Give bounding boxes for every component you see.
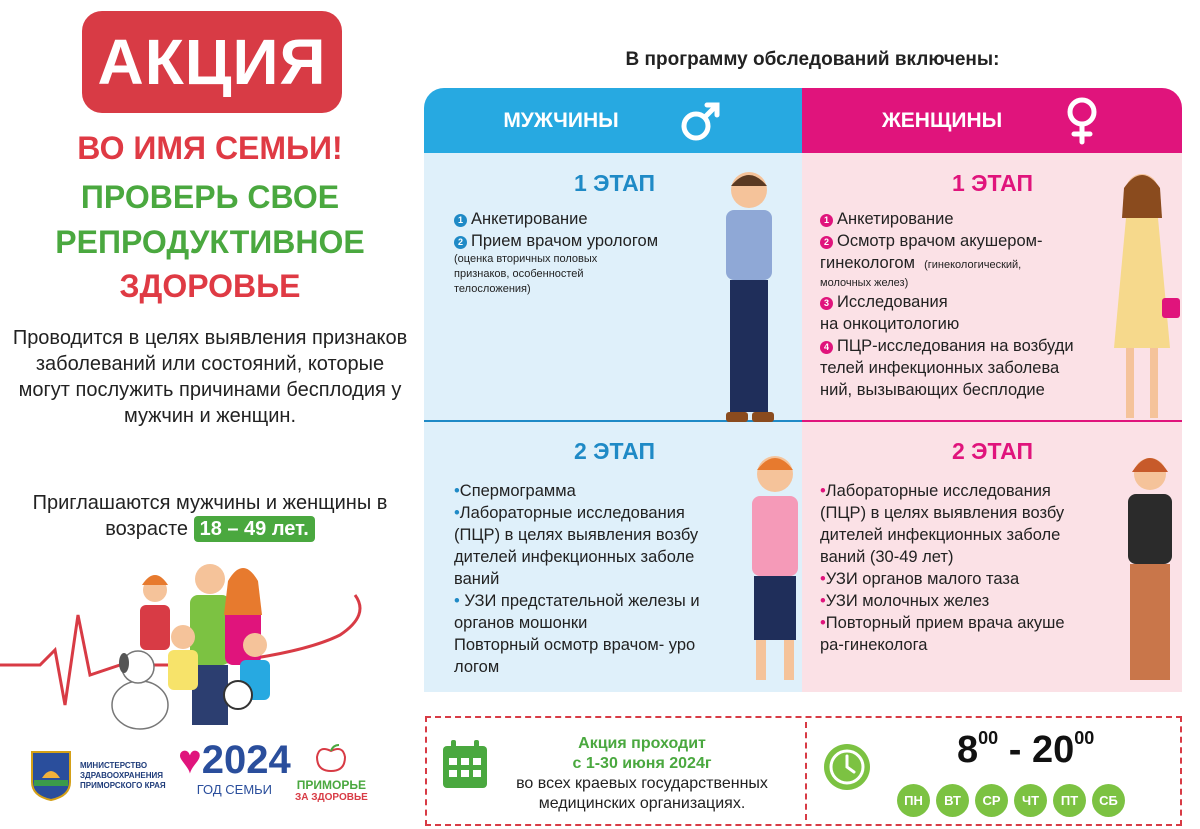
campaign-locations: во всех краевых государственных медицинских организациях. xyxy=(516,775,768,812)
women-label: ЖЕНЩИНЫ xyxy=(881,108,1003,132)
women-stage2-list xyxy=(820,480,1110,656)
program-title: В программу обследований включены: xyxy=(625,49,1000,70)
list-item: •Повторный прием врача акуше xyxy=(820,614,1065,632)
men-label: МУЖЧИНЫ xyxy=(503,108,619,132)
hours-end: 20 xyxy=(1031,729,1075,771)
day-badge: ЧТ xyxy=(1014,784,1047,817)
list-item: 1 Анкетирование xyxy=(454,208,714,230)
male-symbol-icon xyxy=(679,99,723,143)
primorye-health-logo xyxy=(295,743,368,803)
ministry-line: ПРИМОРСКОГО КРАЯ xyxy=(80,781,166,790)
list-item: 1 Анкетирование xyxy=(820,208,1110,230)
list-item-cont: (ПЦР) в целях выявления возбу xyxy=(820,504,1065,522)
campaign-dates xyxy=(497,734,787,814)
list-item: •Лабораторные исследования xyxy=(454,504,685,522)
promo-badge: АКЦИЯ xyxy=(82,11,342,113)
men-header xyxy=(424,88,802,153)
girl-illustration xyxy=(1118,450,1182,690)
item-note: телосложения) xyxy=(454,283,531,295)
list-item: •УЗИ молочных желез xyxy=(820,592,990,610)
item-text: гинекологом xyxy=(820,254,915,272)
list-item-cont: на онкоцитологию xyxy=(820,315,960,333)
woman-illustration xyxy=(1104,168,1182,428)
item-text: Лабораторные исследования xyxy=(459,504,685,522)
calendar-icon xyxy=(441,740,489,790)
list-item-cont xyxy=(820,252,1110,276)
info-separator xyxy=(805,722,807,820)
list-item: •Лабораторные исследования xyxy=(820,482,1051,500)
list-item-cont: органов мошонки xyxy=(454,614,588,632)
primorye-line2: ЗА ЗДОРОВЬЕ xyxy=(295,792,368,803)
family-illustration xyxy=(0,555,420,745)
list-item-cont: ра-гинеколога xyxy=(820,636,928,654)
list-item-cont: ваний xyxy=(454,570,500,588)
men-stage2-list xyxy=(454,480,734,678)
item-note: молочных желез) xyxy=(820,277,909,289)
boy-illustration xyxy=(740,450,810,690)
list-item-cont: ний, вызывающих бесплодие xyxy=(820,381,1045,399)
partner-logos xyxy=(30,738,410,818)
hours-start-min: 00 xyxy=(978,728,999,748)
women-stage2-title: 2 ЭТАП xyxy=(952,438,1033,464)
list-item: 2 Осмотр врачом акушером- xyxy=(820,230,1110,252)
headline-check xyxy=(0,175,420,265)
day-badge: СБ xyxy=(1092,784,1125,817)
list-item: 3 Исследования xyxy=(820,291,1110,313)
description-text: Проводится в целях выявления признаков заболеваний или состояний, которые могут послужить причинами бесплодия у мужчин и женщин. xyxy=(12,327,408,427)
item-text: Спермограмма xyxy=(459,482,576,500)
item-text: Исследования xyxy=(837,293,948,311)
item-text: Анкетирование xyxy=(471,210,588,228)
item-text: УЗИ предстательной железы и xyxy=(464,592,700,610)
list-item-cont: ваний (30-49 лет) xyxy=(820,548,954,566)
list-item-cont: логом xyxy=(454,658,500,676)
list-item-cont: дителей инфекционных заболе xyxy=(820,526,1061,544)
men-stage2-title: 2 ЭТАП xyxy=(574,438,655,464)
ministry-line: ЗДРАВООХРАНЕНИЯ xyxy=(80,771,163,780)
clock-icon xyxy=(822,742,872,792)
list-item-cont: телей инфекционных заболева xyxy=(820,359,1060,377)
item-note: (гинекологический, xyxy=(924,259,1022,271)
list-item: •УЗИ органов малого таза xyxy=(820,570,1020,588)
ministry-logo xyxy=(30,750,166,802)
headline-health: ЗДОРОВЬЕ xyxy=(119,268,301,304)
invite-text xyxy=(10,490,410,542)
day-badge: ВТ xyxy=(936,784,969,817)
women-header xyxy=(802,88,1182,153)
item-text: Анкетирование xyxy=(837,210,954,228)
item-text: ПЦР-исследования на возбуди xyxy=(837,337,1074,355)
man-illustration xyxy=(704,168,794,428)
year-text: ♥2024 xyxy=(178,738,291,782)
men-stage1-list xyxy=(454,208,714,297)
program-panel xyxy=(424,88,1182,692)
ministry-name xyxy=(80,761,166,791)
list-item: 4 ПЦР-исследования на возбуди xyxy=(820,335,1110,357)
item-text: Прием врачом урологом xyxy=(471,232,659,250)
men-stage1-title: 1 ЭТАП xyxy=(574,170,655,196)
list-item: 2 Прием врачом урологом xyxy=(454,230,714,252)
item-text: Осмотр врачом акушером- xyxy=(837,232,1043,250)
primorye-line1: ПРИМОРЬЕ xyxy=(296,778,367,792)
item-note: (оценка вторичных половых xyxy=(454,253,598,265)
item-text: Повторный прием врача акуше xyxy=(825,614,1065,632)
hours-end-min: 00 xyxy=(1074,728,1095,748)
hours-start: 8 xyxy=(957,729,979,771)
coat-of-arms-icon xyxy=(30,750,72,802)
list-item: •Спермограмма xyxy=(454,482,576,500)
women-stage1-title: 1 ЭТАП xyxy=(952,170,1033,196)
list-item-cont: (ПЦР) в целях выявления возбу xyxy=(454,526,699,544)
day-badge: СР xyxy=(975,784,1008,817)
item-note: признаков, особенностей xyxy=(454,268,584,280)
item-text: Лабораторные исследования xyxy=(825,482,1051,500)
list-item: • УЗИ предстательной железы и xyxy=(454,592,700,610)
campaign-period-label: Акция проходит xyxy=(578,735,706,752)
invite-label: Приглашаются мужчины и женщины в возрасте xyxy=(32,492,388,540)
list-item-cont: дителей инфекционных заболе xyxy=(454,548,695,566)
age-range-badge: 18 – 49 лет. xyxy=(194,516,315,542)
headline-family: ВО ИМЯ СЕМЬИ! xyxy=(77,130,343,166)
hours-sep: - xyxy=(998,729,1032,771)
day-badge: ПН xyxy=(897,784,930,817)
info-box xyxy=(425,716,1182,826)
year-value: 2024 xyxy=(201,738,291,782)
working-hours xyxy=(957,728,1094,772)
ministry-line: МИНИСТЕРСТВО xyxy=(80,761,148,770)
list-item-cont: Повторный осмотр врачом- уро xyxy=(454,636,696,654)
working-days xyxy=(897,784,1125,817)
headline-line: ПРОВЕРЬ СВОЕ xyxy=(80,179,340,215)
year-subtitle: ГОД СЕМЬИ xyxy=(196,782,273,797)
item-text: УЗИ молочных желез xyxy=(825,592,990,610)
apple-icon xyxy=(313,743,349,773)
campaign-period-dates: с 1-30 июня 2024г xyxy=(572,755,712,772)
day-badge: ПТ xyxy=(1053,784,1086,817)
year-of-family-logo xyxy=(178,738,291,797)
headline-line: РЕПРОДУКТИВНОЕ xyxy=(55,224,365,260)
item-text: УЗИ органов малого таза xyxy=(825,570,1020,588)
female-symbol-icon xyxy=(1062,96,1102,146)
women-stage1-list xyxy=(820,208,1110,401)
